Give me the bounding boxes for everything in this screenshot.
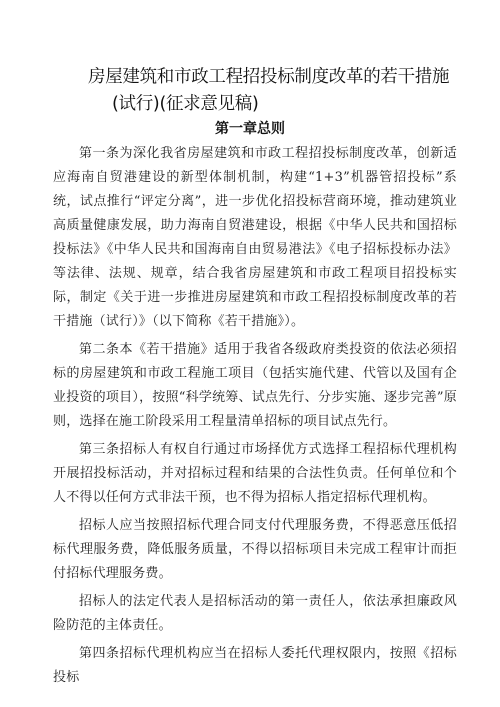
document-title bbox=[88, 64, 468, 118]
article-3-responsibility-paragraph: 招标人的法定代表人是招标活动的第一责任人，依法承担廉政风险防范的主体责任。 bbox=[53, 594, 457, 633]
chapter-heading: 第一章总则 bbox=[215, 121, 285, 137]
document-title-line-1: 房屋建筑和市政工程招投标制度改革的若干措施 bbox=[88, 67, 450, 87]
article-3-fee-paragraph: 招标人应当按照招标代理合同支付代理服务费，不得恶意压低招标代理服务费，降低服务质量，不得以招标项目未完成工程审计而拒付招标代理服务费。 bbox=[53, 518, 457, 581]
article-2-paragraph: 第二条本《若干措施》适用于我省各级政府类投资的依法必须招标的房屋建筑和市政工程施工项目（包括实施代建、代管以及国有企业投资的项目），按照“科学统筹、试点先行、分步实施、逐步完善”原则，选择在施工阶段采用工程量清单招标的项目试点先行。 bbox=[53, 342, 457, 429]
article-3-paragraph: 第三条招标人有权自行通过市场择优方式选择工程招标代理机构开展招投标活动，并对招标过程和结果的合法性负责。任何单位和个人不得以任何方式非法干预，也不得为招标人指定招标代理机构。 bbox=[53, 442, 457, 505]
article-4-paragraph: 第四条招标代理机构应当在招标人委托代理权限内，按照《招标投标 bbox=[53, 646, 457, 685]
document-title-line-2: (试行)(征求意见稿) bbox=[112, 94, 259, 114]
article-1-paragraph: 第一条为深化我省房屋建筑和市政工程招投标制度改革，创新适应海南自贸港建设的新型体制机制，构建“1+3”机器管招投标”系统，试点推行“评定分离”，进一步优化招投标营商环境，推动建筑业高质量健康发展，助力海南自贸港建设，根据《中华人民共和国招标投标法》《中华人民共和国海南自由贸易港法》《电子招标投标办法》等法律、法规、规章，结合我省房屋建筑和市政工程项目招投标实际，制定《关于进一步推进房屋建筑和市政工程招投标制度改革的若干措施（试行）》（以下简称《若干措施》）。 bbox=[53, 146, 457, 329]
document-body bbox=[53, 142, 457, 694]
